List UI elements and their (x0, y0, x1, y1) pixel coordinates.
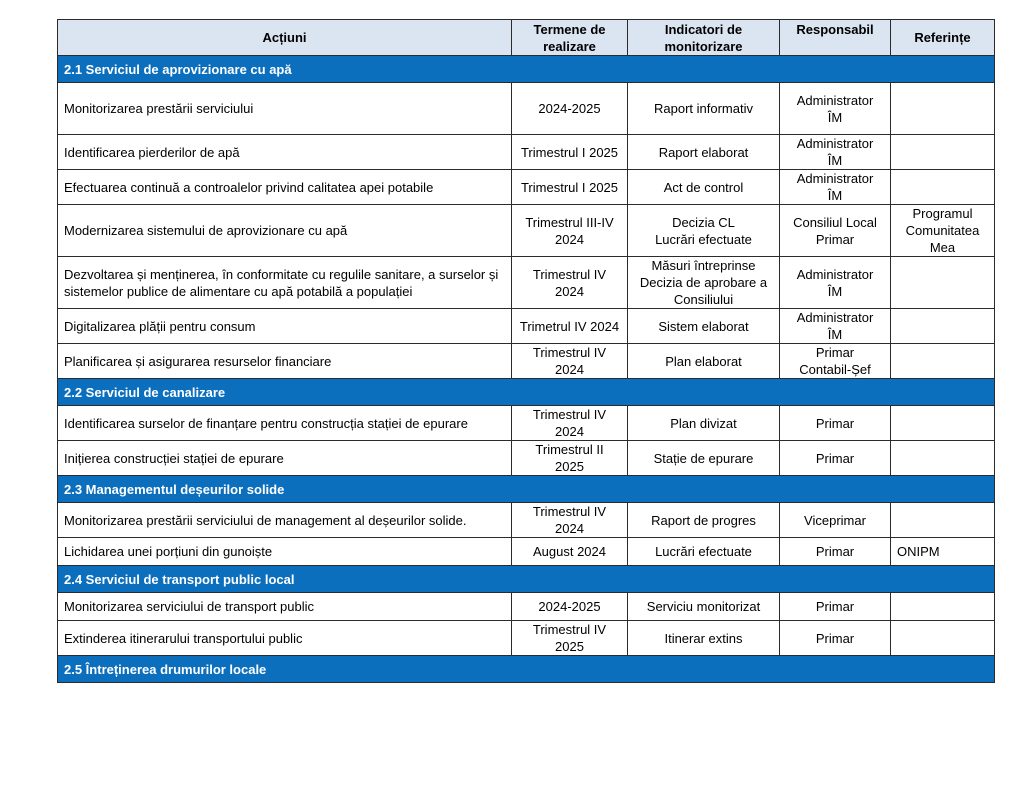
action-cell: Planificarea și asigurarea resurselor financiare (58, 344, 512, 379)
deadline-cell: Trimestrul I 2025 (512, 135, 628, 170)
section-title: 2.1 Serviciul de aprovizionare cu apă (58, 56, 995, 83)
action-cell: Identificarea surselor de finanțare pentru construcția stației de epurare (58, 406, 512, 441)
action-cell: Monitorizarea serviciului de transport public (58, 593, 512, 621)
deadline-cell: Trimestrul IV 2024 (512, 257, 628, 309)
action-cell: Inițierea construcției stației de epurare (58, 441, 512, 476)
table-body (58, 56, 995, 683)
responsible-cell: Administrator ÎM (780, 83, 891, 135)
responsible-cell: Administrator ÎM (780, 309, 891, 344)
action-cell: Digitalizarea plății pentru consum (58, 309, 512, 344)
responsible-cell: Primar (780, 621, 891, 656)
reference-cell (891, 170, 995, 205)
reference-cell (891, 309, 995, 344)
section-header-row (58, 566, 995, 593)
header-indicators: Indicatori de monitorizare (628, 20, 780, 56)
reference-cell (891, 135, 995, 170)
action-plan-table (57, 19, 995, 683)
responsible-cell: Administrator ÎM (780, 170, 891, 205)
table-row (58, 257, 995, 309)
section-header-row (58, 56, 995, 83)
indicator-cell: Raport informativ (628, 83, 780, 135)
section-header-row (58, 656, 995, 683)
table-row (58, 83, 995, 135)
action-cell: Monitorizarea prestării serviciului de management al deșeurilor solide. (58, 503, 512, 538)
deadline-cell: Trimestrul I 2025 (512, 170, 628, 205)
table-row (58, 593, 995, 621)
deadline-cell: Trimestrul IV 2024 (512, 344, 628, 379)
responsible-cell: Administrator ÎM (780, 257, 891, 309)
indicator-cell: Plan elaborat (628, 344, 780, 379)
indicator-cell: Măsuri întreprinse Decizia de aprobare a Consiliului (628, 257, 780, 309)
responsible-cell: Primar (780, 538, 891, 566)
action-cell: Extinderea itinerarului transportului public (58, 621, 512, 656)
responsible-cell: Administrator ÎM (780, 135, 891, 170)
header-references: Referințe (891, 20, 995, 56)
header-deadlines: Termene de realizare (512, 20, 628, 56)
responsible-cell: Primar (780, 441, 891, 476)
table-row (58, 503, 995, 538)
table-row (58, 309, 995, 344)
reference-cell (891, 344, 995, 379)
deadline-cell: Trimestrul IV 2024 (512, 503, 628, 538)
responsible-cell: Consiliul Local Primar (780, 205, 891, 257)
reference-cell: Programul Comunitatea Mea (891, 205, 995, 257)
responsible-cell: Primar (780, 406, 891, 441)
indicator-cell: Sistem elaborat (628, 309, 780, 344)
section-title: 2.4 Serviciul de transport public local (58, 566, 995, 593)
indicator-cell: Lucrări efectuate (628, 538, 780, 566)
reference-cell (891, 503, 995, 538)
reference-cell (891, 621, 995, 656)
responsible-cell: Primar (780, 593, 891, 621)
deadline-cell: Trimestrul IV 2024 (512, 406, 628, 441)
indicator-cell: Act de control (628, 170, 780, 205)
reference-cell (891, 441, 995, 476)
responsible-cell: Primar Contabil-Șef (780, 344, 891, 379)
table-row (58, 135, 995, 170)
indicator-cell: Plan divizat (628, 406, 780, 441)
table-row (58, 205, 995, 257)
deadline-cell: Trimestrul II 2025 (512, 441, 628, 476)
table-row (58, 170, 995, 205)
action-cell: Modernizarea sistemului de aprovizionare cu apă (58, 205, 512, 257)
indicator-cell: Decizia CL Lucrări efectuate (628, 205, 780, 257)
action-cell: Monitorizarea prestării serviciului (58, 83, 512, 135)
section-header-row (58, 379, 995, 406)
table-row (58, 406, 995, 441)
indicator-cell: Itinerar extins (628, 621, 780, 656)
deadline-cell: August 2024 (512, 538, 628, 566)
reference-cell (891, 406, 995, 441)
action-cell: Lichidarea unei porțiuni din gunoiște (58, 538, 512, 566)
deadline-cell: 2024-2025 (512, 83, 628, 135)
section-header-row (58, 476, 995, 503)
table-row (58, 621, 995, 656)
indicator-cell: Raport de progres (628, 503, 780, 538)
reference-cell (891, 83, 995, 135)
action-cell: Dezvoltarea și menținerea, în conformitate cu regulile sanitare, a surselor și sistemelor publice de alimentare cu apă potabilă a populației (58, 257, 512, 309)
table-header-row (58, 20, 995, 56)
reference-cell (891, 257, 995, 309)
section-title: 2.2 Serviciul de canalizare (58, 379, 995, 406)
indicator-cell: Stație de epurare (628, 441, 780, 476)
reference-cell: ONIPM (891, 538, 995, 566)
deadline-cell: Trimetrul IV 2024 (512, 309, 628, 344)
deadline-cell: 2024-2025 (512, 593, 628, 621)
action-cell: Efectuarea continuă a controalelor privind calitatea apei potabile (58, 170, 512, 205)
table-row (58, 344, 995, 379)
table-row (58, 441, 995, 476)
indicator-cell: Raport elaborat (628, 135, 780, 170)
section-title: 2.3 Managementul deșeurilor solide (58, 476, 995, 503)
section-title: 2.5 Întreținerea drumurilor locale (58, 656, 995, 683)
header-actions: Acțiuni (58, 20, 512, 56)
action-cell: Identificarea pierderilor de apă (58, 135, 512, 170)
deadline-cell: Trimestrul IV 2025 (512, 621, 628, 656)
indicator-cell: Serviciu monitorizat (628, 593, 780, 621)
deadline-cell: Trimestrul III-IV 2024 (512, 205, 628, 257)
reference-cell (891, 593, 995, 621)
header-responsible: Responsabil (780, 20, 891, 56)
table-row (58, 538, 995, 566)
responsible-cell: Viceprimar (780, 503, 891, 538)
